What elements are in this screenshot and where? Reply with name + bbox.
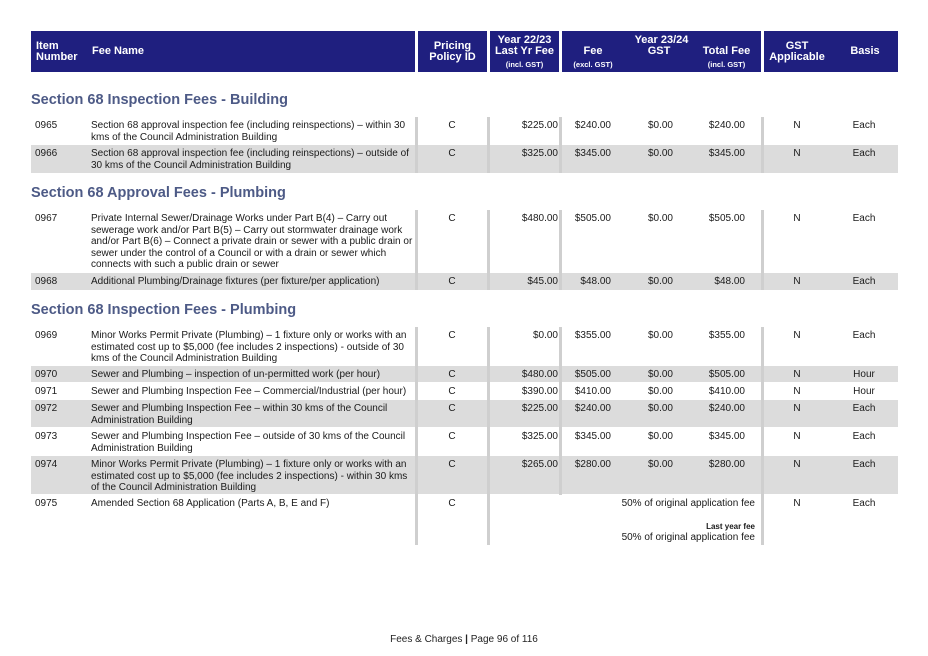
footer-separator: | bbox=[465, 634, 468, 645]
gst-applicable: N bbox=[793, 386, 801, 397]
item-number: 0967 bbox=[35, 213, 58, 224]
fee-name: Additional Plumbing/Drainage fixtures (per fixture/per application) bbox=[91, 276, 380, 287]
footer-page-number: Page 96 of 116 bbox=[470, 634, 538, 645]
pricing-policy: C bbox=[448, 120, 456, 131]
fee-name: Section 68 approval inspection fee (including reinspections) – within 30 kms of the Council Administration Building bbox=[91, 120, 406, 143]
item-number: 0969 bbox=[35, 330, 58, 341]
fee-name: Sewer and Plumbing Inspection Fee – outside of 30 kms of the Council Administration Building bbox=[91, 431, 406, 454]
total-fee: $345.00 bbox=[708, 431, 745, 442]
table-row bbox=[31, 456, 898, 494]
basis: Each bbox=[852, 213, 876, 224]
total-fee: $280.00 bbox=[708, 459, 745, 470]
column-divider bbox=[559, 327, 562, 495]
gst-amount: $0.00 bbox=[647, 148, 673, 159]
gst-applicable: N bbox=[793, 369, 801, 380]
section-title: Section 68 Inspection Fees - Plumbing bbox=[31, 302, 297, 318]
basis: Each bbox=[852, 276, 876, 287]
section-title: Section 68 Inspection Fees - Building bbox=[31, 92, 289, 108]
basis: Each bbox=[852, 148, 876, 159]
combined-fee-text: 50% of original application fee bbox=[621, 498, 755, 509]
fee-excl-gst: $505.00 bbox=[574, 369, 611, 380]
header-item-number: Item Number bbox=[36, 40, 78, 63]
total-fee: $505.00 bbox=[708, 369, 745, 380]
header-total-incl-gst: (incl. GST) bbox=[707, 60, 746, 69]
gst-amount: $0.00 bbox=[647, 213, 673, 224]
pricing-policy: C bbox=[448, 498, 456, 509]
table-row bbox=[31, 495, 898, 545]
item-number: 0968 bbox=[35, 276, 58, 287]
header-excl-gst: (excl. GST) bbox=[573, 60, 613, 69]
item-number: 0970 bbox=[35, 369, 58, 380]
section-title: Section 68 Approval Fees - Plumbing bbox=[31, 185, 286, 201]
fee-excl-gst: $345.00 bbox=[574, 431, 611, 442]
table-row bbox=[31, 273, 898, 290]
table-row bbox=[31, 327, 898, 365]
last-year-fee-label: Last year fee bbox=[706, 522, 755, 531]
table-row bbox=[31, 145, 898, 173]
header-last-yr-fee: Last Yr Fee bbox=[494, 45, 555, 57]
last-year-fee: $225.00 bbox=[521, 403, 558, 414]
column-divider bbox=[487, 210, 490, 290]
table-row bbox=[31, 428, 898, 455]
fee-excl-gst: $280.00 bbox=[574, 459, 611, 470]
gst-amount: $0.00 bbox=[647, 369, 673, 380]
basis: Each bbox=[852, 330, 876, 341]
item-number: 0971 bbox=[35, 386, 58, 397]
basis: Each bbox=[852, 120, 876, 131]
last-year-fee: $480.00 bbox=[521, 369, 558, 380]
basis: Hour bbox=[853, 386, 875, 397]
gst-applicable: N bbox=[793, 148, 801, 159]
pricing-policy: C bbox=[448, 431, 456, 442]
fee-name: Minor Works Permit Private (Plumbing) – 1 fixture only or works with an estimated cost up to $5,000 (fee includes 2 inspections) - within 30 kms of the Council Administration Building bbox=[91, 459, 408, 493]
total-fee: $48.00 bbox=[714, 276, 745, 287]
fee-name: Sewer and Plumbing – inspection of un-permitted work (per hour) bbox=[91, 369, 381, 380]
header-gst-applicable: GST Applicable bbox=[769, 40, 825, 63]
item-number: 0973 bbox=[35, 431, 58, 442]
pricing-policy: C bbox=[448, 213, 456, 224]
page-footer bbox=[0, 634, 928, 645]
gst-amount: $0.00 bbox=[647, 459, 673, 470]
gst-amount: $0.00 bbox=[647, 386, 673, 397]
gst-applicable: N bbox=[793, 120, 801, 131]
table-row bbox=[31, 117, 898, 144]
footer-doc-title: Fees & Charges bbox=[390, 634, 463, 645]
fee-excl-gst: $345.00 bbox=[574, 148, 611, 159]
column-divider bbox=[761, 117, 764, 173]
table-row bbox=[31, 383, 898, 399]
header-incl-gst: (incl. GST) bbox=[505, 60, 544, 69]
gst-amount: $0.00 bbox=[647, 431, 673, 442]
last-year-fee-text: 50% of original application fee bbox=[621, 532, 755, 543]
gst-amount: $0.00 bbox=[647, 330, 673, 341]
pricing-policy: C bbox=[448, 403, 456, 414]
last-year-fee: $390.00 bbox=[521, 386, 558, 397]
header-band-3 bbox=[490, 31, 559, 72]
header-fee-name: Fee Name bbox=[92, 45, 144, 57]
header-year-curr: Year 23/24 bbox=[634, 34, 689, 46]
header-total-fee: Total Fee bbox=[702, 45, 751, 57]
basis: Each bbox=[852, 498, 876, 509]
fee-excl-gst: $240.00 bbox=[574, 403, 611, 414]
header-band-1 bbox=[31, 31, 415, 72]
table-row bbox=[31, 210, 898, 272]
gst-applicable: N bbox=[793, 403, 801, 414]
fee-excl-gst: $505.00 bbox=[574, 213, 611, 224]
last-year-fee: $265.00 bbox=[521, 459, 558, 470]
column-divider bbox=[487, 327, 490, 545]
item-number: 0974 bbox=[35, 459, 58, 470]
header-year-prev: Year 22/23 bbox=[497, 34, 552, 46]
last-year-fee: $45.00 bbox=[527, 276, 558, 287]
basis: Each bbox=[852, 403, 876, 414]
gst-amount: $0.00 bbox=[647, 120, 673, 131]
fee-excl-gst: $48.00 bbox=[580, 276, 611, 287]
last-year-fee: $325.00 bbox=[521, 148, 558, 159]
total-fee: $410.00 bbox=[708, 386, 745, 397]
header-band-2 bbox=[418, 31, 487, 72]
pricing-policy: C bbox=[448, 330, 456, 341]
column-divider bbox=[415, 327, 418, 545]
column-divider bbox=[487, 117, 490, 173]
column-divider bbox=[415, 117, 418, 173]
pricing-policy: C bbox=[448, 276, 456, 287]
fee-name: Private Internal Sewer/Drainage Works under Part B(4) – Carry out sewerage work and/or Part B(5) – Carry out stormwater drainage work and/or Part B(6) – Connect a private drain or sewer with a public drain or sewer under the control of a Council or with a drain or sewer which connects with such a public drain or sewer bbox=[91, 213, 413, 270]
total-fee: $345.00 bbox=[708, 148, 745, 159]
item-number: 0975 bbox=[35, 498, 58, 509]
header-band-4 bbox=[562, 31, 761, 72]
fee-name: Amended Section 68 Application (Parts A, B, E and F) bbox=[91, 498, 330, 509]
table-row bbox=[31, 400, 898, 427]
last-year-fee: $480.00 bbox=[521, 213, 558, 224]
fee-excl-gst: $355.00 bbox=[574, 330, 611, 341]
item-number: 0972 bbox=[35, 403, 58, 414]
gst-amount: $0.00 bbox=[647, 403, 673, 414]
fee-excl-gst: $410.00 bbox=[574, 386, 611, 397]
fee-name: Section 68 approval inspection fee (including reinspections) – outside of 30 kms of the Council Administration Building bbox=[91, 148, 409, 171]
gst-applicable: N bbox=[793, 498, 801, 509]
column-divider bbox=[761, 327, 764, 545]
gst-applicable: N bbox=[793, 459, 801, 470]
pricing-policy: C bbox=[448, 369, 456, 380]
fee-name: Sewer and Plumbing Inspection Fee – Commercial/Industrial (per hour) bbox=[91, 386, 407, 397]
gst-applicable: N bbox=[793, 330, 801, 341]
pricing-policy: C bbox=[448, 148, 456, 159]
header-basis: Basis bbox=[850, 45, 880, 57]
basis: Hour bbox=[853, 369, 875, 380]
last-year-fee: $325.00 bbox=[521, 431, 558, 442]
fee-excl-gst: $240.00 bbox=[574, 120, 611, 131]
fee-name: Sewer and Plumbing Inspection Fee – within 30 kms of the Council Administration Building bbox=[91, 403, 388, 426]
total-fee: $355.00 bbox=[708, 330, 745, 341]
column-divider bbox=[415, 210, 418, 290]
header-fee: Fee bbox=[583, 45, 603, 57]
header-pricing-policy: Pricing Policy ID bbox=[429, 40, 476, 63]
item-number: 0966 bbox=[35, 148, 58, 159]
gst-applicable: N bbox=[793, 276, 801, 287]
gst-amount: $0.00 bbox=[647, 276, 673, 287]
table-row bbox=[31, 366, 898, 382]
last-year-fee: $225.00 bbox=[521, 120, 558, 131]
total-fee: $240.00 bbox=[708, 403, 745, 414]
column-divider bbox=[761, 210, 764, 290]
gst-applicable: N bbox=[793, 431, 801, 442]
item-number: 0965 bbox=[35, 120, 58, 131]
pricing-policy: C bbox=[448, 386, 456, 397]
total-fee: $240.00 bbox=[708, 120, 745, 131]
column-divider bbox=[559, 210, 562, 290]
header-gst: GST bbox=[647, 45, 671, 57]
basis: Each bbox=[852, 431, 876, 442]
fee-name: Minor Works Permit Private (Plumbing) – 1 fixture only or works with an estimated cost up to $5,000 (fee includes 2 inspections) - outside of 30 kms of the Council Administration Building bbox=[91, 330, 407, 364]
pricing-policy: C bbox=[448, 459, 456, 470]
last-year-fee: $0.00 bbox=[532, 330, 558, 341]
column-divider bbox=[559, 117, 562, 173]
gst-applicable: N bbox=[793, 213, 801, 224]
header-band-5 bbox=[764, 31, 898, 72]
total-fee: $505.00 bbox=[708, 213, 745, 224]
basis: Each bbox=[852, 459, 876, 470]
